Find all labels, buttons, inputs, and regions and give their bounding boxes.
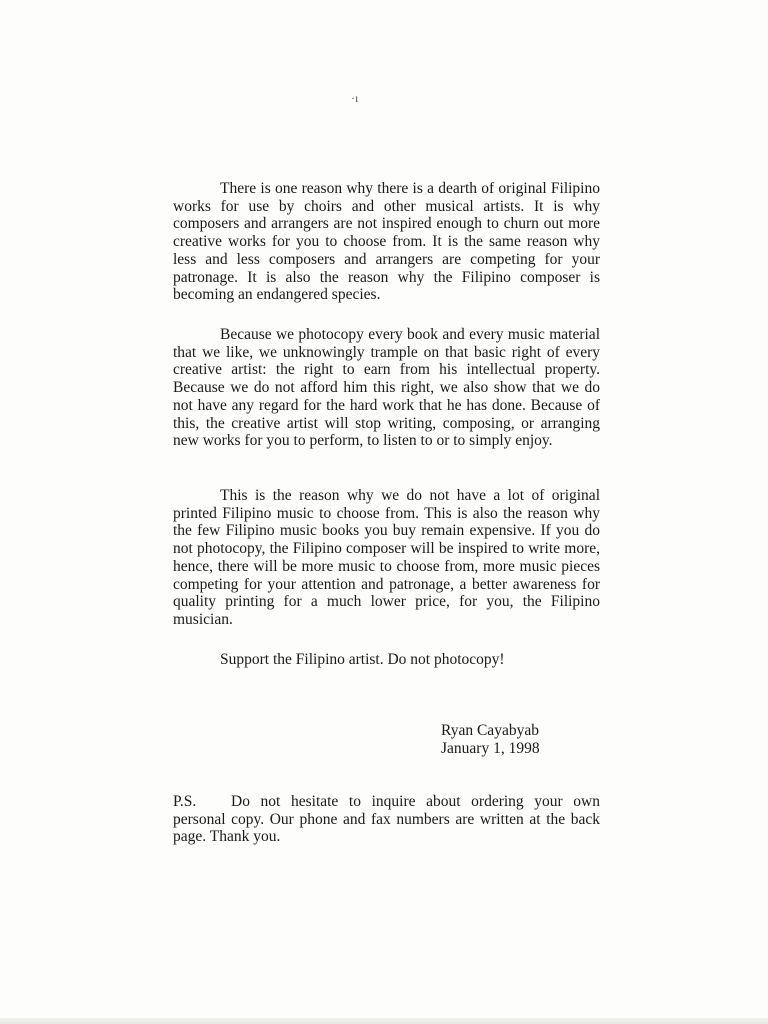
postscript-text: Do not hesitate to inquire about ordering your own personal copy. Our phone and fax numbers are written at the back page. Thank you.: [173, 793, 600, 846]
support-line: Support the Filipino artist. Do not photocopy!: [220, 651, 505, 668]
page-mark: ·ı: [351, 91, 359, 105]
paragraph-2: Because we photocopy every book and every music material that we like, we unknowingly trample on that basic right of every creative artist: the right to earn from his intellectual property. Because we do not afford him this right, we also show that we do not have any regard for the hard work that he has done. Because of this, the creative artist will stop writing, composing, or arranging new works for you to perform, to listen to or to simply enjoy.: [173, 326, 600, 450]
signature-date: January 1, 1998: [441, 739, 540, 757]
postscript-label: P.S.: [173, 793, 197, 810]
scan-edge: [0, 1018, 768, 1024]
signature-block: [441, 722, 540, 757]
paragraph-3: This is the reason why we do not have a lot of original printed Filipino music to choose from. This is also the reason why the few Filipino music books you buy remain expensive. If you do not photocopy, the Filipino composer will be inspired to write more, hence, there will be more music to choose from, more music pieces competing for your attention and patronage, a better awareness for quality printing for a much lower price, for you, the Filipino musician.: [173, 487, 600, 628]
postscript: [173, 793, 600, 846]
paragraph-1: There is one reason why there is a dearth of original Filipino works for use by choirs and other musical artists. It is why composers and arrangers are not inspired enough to churn out more creative works for you to choose from. It is the same reason why less and less composers and arrangers are competing for your patronage. It is also the reason why the Filipino composer is becoming an endangered species.: [173, 180, 600, 304]
signature-name: Ryan Cayabyab: [441, 722, 539, 739]
